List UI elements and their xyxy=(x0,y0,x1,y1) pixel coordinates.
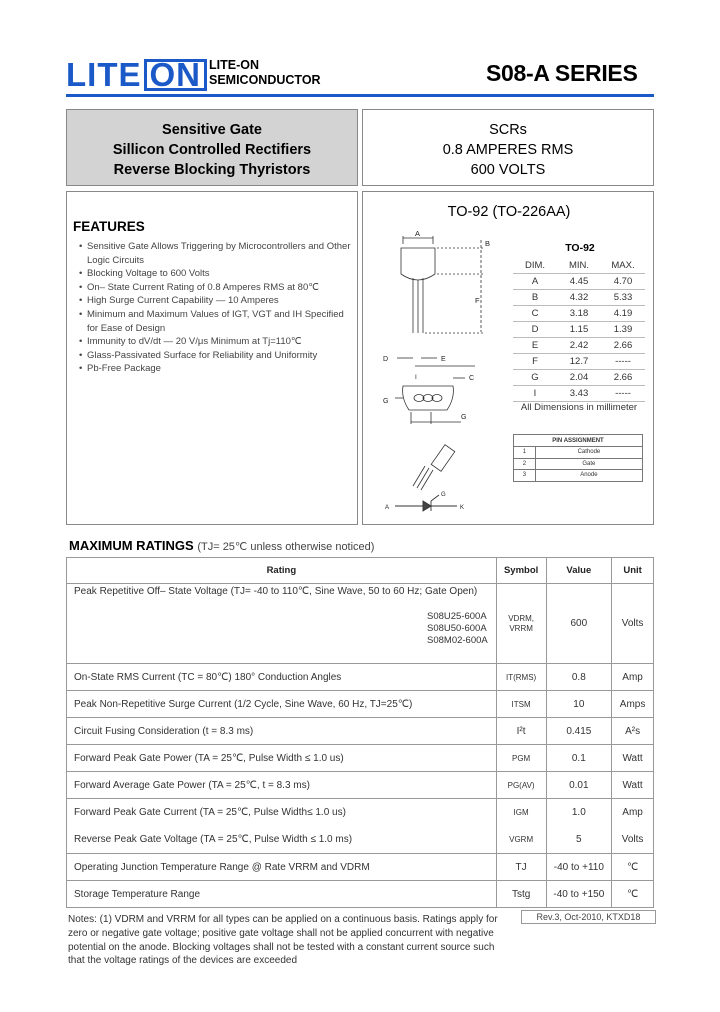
dims-table-title: TO-92 xyxy=(565,242,595,254)
rating-text: Operating Junction Temperature Range @ Rate VRRM and VDRM xyxy=(67,854,497,881)
rating-cell xyxy=(67,584,497,664)
package-box xyxy=(362,191,654,525)
features-heading: FEATURES xyxy=(73,219,145,234)
product-title-box xyxy=(66,109,358,186)
feature-item: • Pb-Free Package xyxy=(81,362,357,376)
unit-cell: ℃ xyxy=(612,881,654,908)
value-cell xyxy=(546,799,612,854)
features-box xyxy=(66,191,358,525)
package-outline-drawing xyxy=(375,228,505,508)
title-line1: Sensitive Gate xyxy=(162,122,262,138)
ratings-row xyxy=(67,881,654,908)
dim-label-i: I xyxy=(415,374,417,381)
part-number: S08U25-600A xyxy=(427,611,487,622)
revision-label: Rev.3, Oct-2010, KTXD18 xyxy=(521,910,656,924)
symbol-text: IGM xyxy=(513,808,529,817)
dim-cell: 2.04 xyxy=(557,370,601,386)
ratings-subtitle: (TJ= 25℃ unless otherwise noticed) xyxy=(197,541,375,553)
scr-symbol xyxy=(385,488,475,514)
pin-name: Gate xyxy=(535,458,642,470)
header-unit: Unit xyxy=(612,558,654,584)
symbol-cell: I²t xyxy=(496,718,546,745)
symbol-cell xyxy=(496,799,546,854)
title-line3: Reverse Blocking Thyristors xyxy=(113,162,311,178)
series-title: S08-A SERIES xyxy=(486,60,638,86)
value-cell: 0.1 xyxy=(546,745,612,772)
header-value: Value xyxy=(546,558,612,584)
symbol-cell: Tstg xyxy=(496,881,546,908)
dim-cell: 4.45 xyxy=(557,274,601,290)
dims-table xyxy=(513,258,645,402)
dim-cell: B xyxy=(513,290,557,306)
symbol-cathode-label: K xyxy=(460,505,465,511)
rating-text: On-State RMS Current (TC = 80℃) 180° Conduction Angles xyxy=(67,664,497,691)
dims-note: All Dimensions in millimeter xyxy=(520,402,638,413)
unit-cell: Volts xyxy=(612,584,654,664)
dim-cell: 12.7 xyxy=(557,354,601,370)
dim-cell: 2.66 xyxy=(601,338,645,354)
part-list xyxy=(427,611,496,647)
unit-cell: Amp xyxy=(612,664,654,691)
pin-row xyxy=(514,470,643,482)
product-spec-box xyxy=(362,109,654,186)
dim-cell: 2.66 xyxy=(601,370,645,386)
dim-label-g2: G xyxy=(461,414,467,421)
unit-text: Amp xyxy=(622,807,643,818)
ratings-row xyxy=(67,584,654,664)
symbol-cell: PGM xyxy=(496,745,546,772)
rating-cell xyxy=(67,799,497,854)
liteon-logo xyxy=(66,56,207,94)
dim-cell: 5.33 xyxy=(601,290,645,306)
rating-text: Forward Peak Gate Current (TA = 25℃, Pulse Width≤ 1.0 us) xyxy=(74,807,346,818)
spec-line3: 600 VOLTS xyxy=(470,162,546,178)
dims-row xyxy=(513,338,645,354)
pin-number: 1 xyxy=(514,447,536,459)
features-list xyxy=(73,240,357,376)
pin-name: Cathode xyxy=(535,447,642,459)
ratings-row xyxy=(67,799,654,854)
value-cell: 0.415 xyxy=(546,718,612,745)
rating-text: Peak Repetitive Off– State Voltage (TJ= -40 to 110℃, Sine Wave, 50 to 60 Hz; Gate Open) xyxy=(74,586,478,597)
value-cell: -40 to +150 xyxy=(546,881,612,908)
unit-text: Volts xyxy=(621,834,644,845)
pin-number: 2 xyxy=(514,458,536,470)
dim-cell: 3.43 xyxy=(557,386,601,402)
dim-cell: 4.70 xyxy=(601,274,645,290)
symbol-text: VDRM, xyxy=(508,613,534,623)
pin-name: Anode xyxy=(535,470,642,482)
dim-cell: E xyxy=(513,338,557,354)
ratings-row xyxy=(67,745,654,772)
dim-cell: 1.15 xyxy=(557,322,601,338)
symbol-text: VRRM xyxy=(509,623,533,633)
dim-cell: ----- xyxy=(601,354,645,370)
title-line2: Sillicon Controlled Rectifiers xyxy=(112,142,312,158)
value-text: 1.0 xyxy=(571,807,586,818)
ratings-row xyxy=(67,854,654,881)
feature-item: • Sensitive Gate Allows Triggering by Microcontrollers and Other Logic Circuits xyxy=(81,240,357,267)
feature-item: • On– State Current Rating of 0.8 Amperes RMS at 80℃ xyxy=(81,281,357,295)
dims-row xyxy=(513,322,645,338)
part-number: S08U50-600A xyxy=(427,623,487,634)
symbol-cell: ITSM xyxy=(496,691,546,718)
header-rating: Rating xyxy=(67,558,497,584)
rating-text: Reverse Peak Gate Voltage (TA = 25℃, Pulse Width ≤ 1.0 ms) xyxy=(74,834,353,845)
dims-row xyxy=(513,274,645,290)
pin-row xyxy=(514,458,643,470)
symbol-text: VGRM xyxy=(509,835,534,844)
feature-item: • Blocking Voltage to 600 Volts xyxy=(81,267,357,281)
symbol-cell: TJ xyxy=(496,854,546,881)
dim-label-f: F xyxy=(475,296,480,305)
dim-cell: 4.32 xyxy=(557,290,601,306)
company-name xyxy=(209,58,321,88)
dim-cell: G xyxy=(513,370,557,386)
dims-header-min: MIN. xyxy=(557,258,601,274)
dims-row xyxy=(513,370,645,386)
pin-row xyxy=(514,447,643,459)
header-rule xyxy=(66,94,654,97)
symbol-anode-label: A xyxy=(385,505,390,511)
dims-row xyxy=(513,290,645,306)
dim-label-e: E xyxy=(441,356,446,363)
pin-assignment-table xyxy=(513,434,643,482)
logo-text-on: ON xyxy=(144,59,208,91)
dim-label-d: D xyxy=(383,356,389,363)
dims-row xyxy=(513,306,645,322)
ratings-row xyxy=(67,664,654,691)
pin-number: 3 xyxy=(514,470,536,482)
dim-cell: D xyxy=(513,322,557,338)
dim-cell: 3.18 xyxy=(557,306,601,322)
unit-cell: Watt xyxy=(612,772,654,799)
symbol-cell: IT(RMS) xyxy=(496,664,546,691)
ratings-table xyxy=(66,557,654,908)
dim-label-a: A xyxy=(415,229,421,238)
pin-assignment-title: PIN ASSIGNMENT xyxy=(514,435,643,447)
dim-cell: A xyxy=(513,274,557,290)
dim-cell: F xyxy=(513,354,557,370)
unit-cell: ℃ xyxy=(612,854,654,881)
feature-item: • Glass-Passivated Surface for Reliability and Uniformity xyxy=(81,349,357,363)
package-title: TO-92 (TO-226AA) xyxy=(447,204,571,220)
ratings-row xyxy=(67,718,654,745)
rating-text: Circuit Fusing Consideration (t = 8.3 ms) xyxy=(67,718,497,745)
dim-label-c: C xyxy=(469,375,475,382)
spec-line2: 0.8 AMPERES RMS xyxy=(442,142,574,158)
notes-text: Notes: (1) VDRM and VRRM for all types can be applied on a continuous basis. Ratings apply for zero or negative gate voltage; positive gate voltage shall not be applied concurrent with negative potential on the anode. Blocking voltages shall not be tested with a constant current source such that the voltage ratings of the devices are exceeded xyxy=(68,914,498,967)
dim-cell: 2.42 xyxy=(557,338,601,354)
rating-text: Storage Temperature Range xyxy=(67,881,497,908)
ratings-row xyxy=(67,691,654,718)
dim-cell: C xyxy=(513,306,557,322)
dims-header-dim: DIM. xyxy=(513,258,557,274)
feature-item: • Immunity to dV/dt — 20 V/μs Minimum at Tj=110℃ xyxy=(81,335,357,349)
company-line1: LITE-ON xyxy=(209,58,259,72)
value-cell: 0.01 xyxy=(546,772,612,799)
ratings-title-text: MAXIMUM RATINGS xyxy=(69,538,194,553)
ratings-title xyxy=(69,538,374,553)
part-number: S08M02-600A xyxy=(427,635,488,646)
value-text: 5 xyxy=(576,834,582,845)
dim-label-g1: G xyxy=(383,398,389,405)
unit-cell: Watt xyxy=(612,745,654,772)
feature-item: • Minimum and Maximum Values of IGT, VGT and IH Specified for Ease of Design xyxy=(81,308,357,335)
feature-item: • High Surge Current Capability — 10 Amperes xyxy=(81,294,357,308)
value-cell: 600 xyxy=(546,584,612,664)
dim-cell: 1.39 xyxy=(601,322,645,338)
dims-header-max: MAX. xyxy=(601,258,645,274)
dims-row xyxy=(513,354,645,370)
dims-row xyxy=(513,386,645,402)
logo-text-lite: LITE xyxy=(66,56,142,93)
value-cell: 0.8 xyxy=(546,664,612,691)
rating-text: Peak Non-Repetitive Surge Current (1/2 Cycle, Sine Wave, 60 Hz, TJ=25℃) xyxy=(67,691,497,718)
dim-cell: I xyxy=(513,386,557,402)
unit-cell: A²s xyxy=(612,718,654,745)
company-line2: SEMICONDUCTOR xyxy=(209,73,321,87)
rating-text: Forward Average Gate Power (TA = 25℃, t = 8.3 ms) xyxy=(67,772,497,799)
dims-header-row xyxy=(513,258,645,274)
symbol-gate-label: G xyxy=(441,492,446,498)
value-cell: 10 xyxy=(546,691,612,718)
spec-line1: SCRs xyxy=(489,122,527,138)
header-symbol: Symbol xyxy=(496,558,546,584)
symbol-cell: PG(AV) xyxy=(496,772,546,799)
dim-cell: ----- xyxy=(601,386,645,402)
value-cell: -40 to +110 xyxy=(546,854,612,881)
symbol-cell xyxy=(496,584,546,664)
dim-cell: 4.19 xyxy=(601,306,645,322)
ratings-row xyxy=(67,772,654,799)
unit-cell xyxy=(612,799,654,854)
ratings-header-row xyxy=(67,558,654,584)
rating-text: Forward Peak Gate Power (TA = 25℃, Pulse Width ≤ 1.0 us) xyxy=(67,745,497,772)
unit-cell: Amps xyxy=(612,691,654,718)
dim-label-b: B xyxy=(485,239,491,248)
